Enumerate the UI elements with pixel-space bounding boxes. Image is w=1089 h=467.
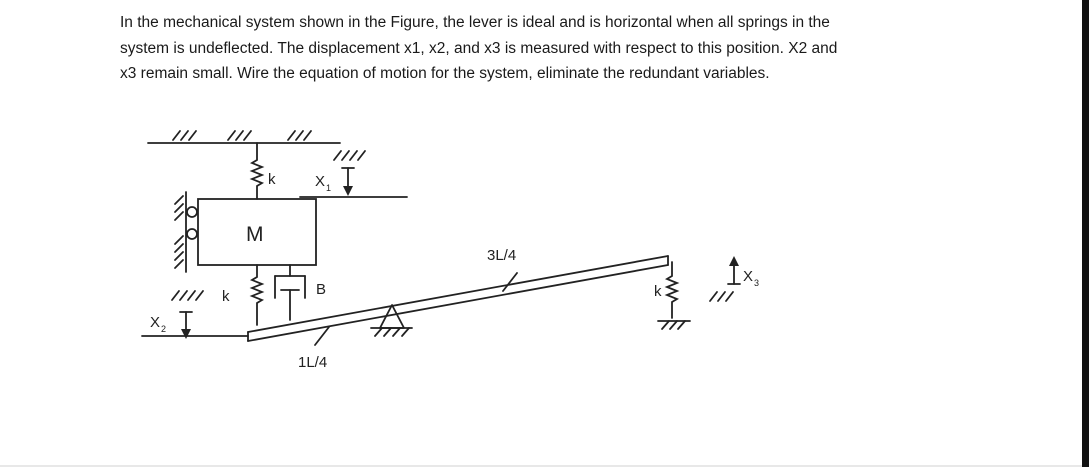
right-spring-ground (658, 321, 690, 329)
x3-subscript: 3 (754, 278, 760, 288)
dimension-tick-right (503, 273, 517, 291)
problem-line-3: x3 remain small. Wire the equation of motion for the system, eliminate the redundant variables. (120, 65, 770, 82)
x2-subscript: 2 (161, 324, 167, 334)
spring-top (252, 143, 262, 199)
left-wall (175, 192, 186, 272)
top-ground (148, 131, 340, 143)
mass-label: M (246, 223, 264, 246)
damper-label: B (316, 281, 327, 298)
roller-bottom (187, 229, 197, 239)
x3-arrow-head (729, 256, 739, 266)
spring-mass-lever (252, 265, 262, 325)
spring-right-label: k (654, 283, 662, 300)
x1-subscript: 1 (326, 183, 332, 193)
x2-arrow-head (181, 329, 191, 339)
roller-top (187, 207, 197, 217)
x1-label: X (315, 173, 326, 190)
spring-right (667, 262, 677, 318)
x2-label: X (150, 314, 161, 331)
x3-label: X (743, 268, 754, 285)
pivot-support (371, 305, 412, 336)
spring-left-label: k (222, 288, 230, 305)
x3-reference-ground (710, 292, 733, 301)
lever (248, 256, 668, 341)
dimension-tick-left (315, 327, 329, 345)
length-left-label: 1L/4 (298, 354, 328, 371)
damper (275, 265, 305, 320)
spring-top-label: k (268, 171, 276, 188)
x1-reference-ground (334, 151, 365, 160)
right-edge-bar (1082, 0, 1089, 467)
length-right-label: 3L/4 (487, 247, 517, 264)
problem-line-1: In the mechanical system shown in the Figure, the lever is ideal and is horizontal when all springs in the (120, 14, 830, 31)
problem-line-2: system is undeflected. The displacement x1, x2, and x3 is measured with respect to this position. X2 and (120, 39, 838, 57)
left-spring-ground (172, 291, 203, 300)
x1-arrow-head (343, 186, 353, 196)
